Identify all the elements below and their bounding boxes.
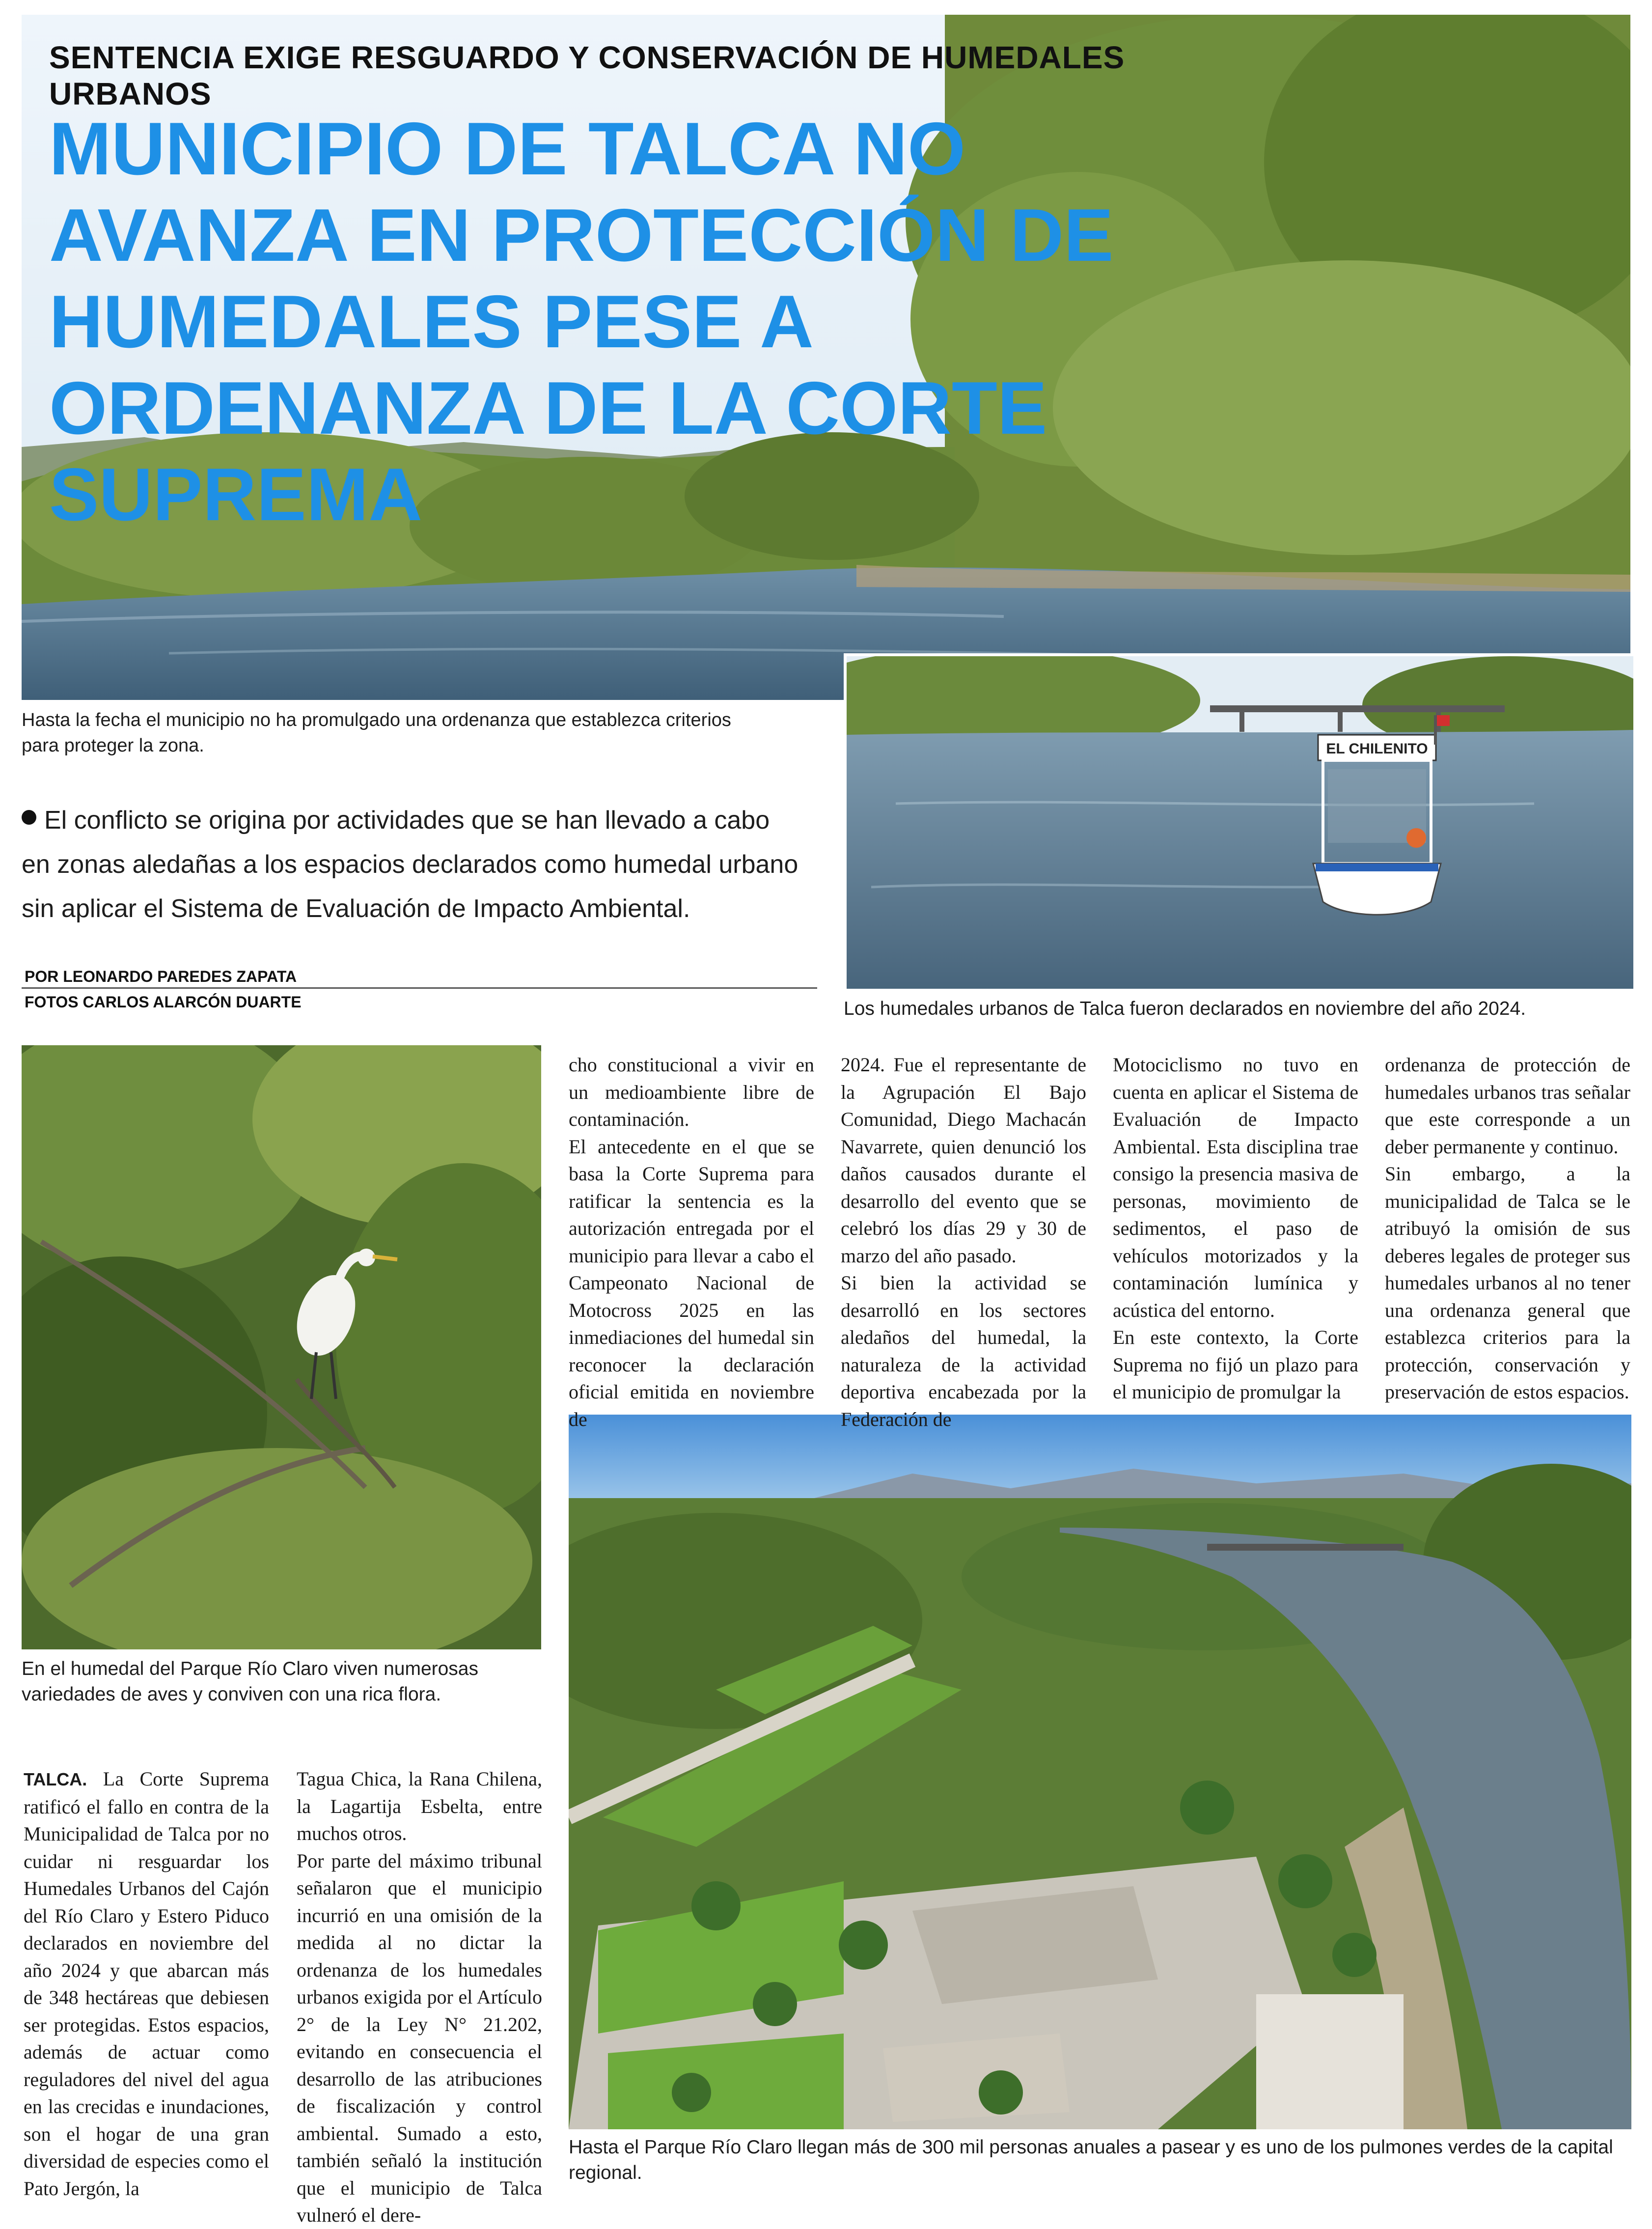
body-paragraph: Si bien la actividad se desarrolló en los sectores aledaños del humedal, la naturaleza de la actividad deportiva encabezada por la Federación de: [841, 1272, 1086, 1430]
boat-photo: [844, 653, 1633, 989]
body-column-4: [841, 1051, 1086, 1433]
body-column-2: [297, 1765, 542, 2229]
park-caption: Hasta el Parque Río Claro llegan más de 300 mil personas anuales a pasear y es uno de los pulmones verdes de la capital regional.: [569, 2137, 1613, 2183]
body-paragraph: En este contexto, la Corte Suprema no fijó un plazo para el municipio de promulgar la: [1113, 1326, 1358, 1403]
headline: MUNICIPIO DE TALCA NO AVANZA EN PROTECCIÓN DE HUMEDALES PESE A ORDENANZA DE LA CORTE SUPREMA: [49, 107, 1114, 536]
body-paragraph: 2024. Fue el representante de la Agrupación El Bajo Comunidad, Diego Machacán Navarrete, quien denunció los daños causados durante el desarrollo del evento que se celebró los días 29 y 30 de marzo del año pasado.: [841, 1054, 1086, 1267]
body-paragraph: Tagua Chica, la Rana Chilena, la Lagartija Esbelta, entre muchos otros.: [297, 1768, 542, 1844]
body-column-3: [569, 1051, 814, 1433]
byline-photos: FOTOS CARLOS ALARCÓN DUARTE: [25, 993, 302, 1011]
byline-author: POR LEONARDO PAREDES ZAPATA: [25, 968, 297, 985]
byline-divider: [22, 987, 817, 989]
body-paragraph: [24, 1765, 269, 2202]
bird-photo: [22, 1045, 541, 1649]
lead-summary: [22, 798, 802, 931]
kicker: SENTENCIA EXIGE RESGUARDO Y CONSERVACIÓN DE HUMEDALES URBANOS: [49, 40, 1125, 111]
body-column-1: [24, 1765, 269, 2202]
body-paragraph: Sin embargo, a la municipalidad de Talca se le atribuyó la omisión de sus deberes legales de proteger sus humedales urbanos al no tener una ordenanza general que establezca criterios para la protección, conservación y preservación de estos espacios.: [1385, 1163, 1630, 1403]
body-paragraph: Motociclismo no tuvo en cuenta en aplicar el Sistema de Evaluación de Impacto Ambiental. Esta disciplina trae consigo la presencia masiva de personas, movimiento de sedimentos, el paso de vehículos motorizados y la contaminación lumínica y acústica del entorno.: [1113, 1054, 1358, 1321]
body-text: La Corte Suprema ratificó el fallo en contra de la Municipalidad de Talca por no cuidar ni resguardar los Humedales Urbanos del Cajón del Río Claro y Estero Piduco declarados en noviembre del año 2024 y que abarcan más de 348 hectáreas que debiesen ser protegidas. Estos espacios, además de actuar como reguladores del nivel del agua en las crecidas e inundaciones, son el hogar de una gran diversidad de especies como el Pato Jergón, la: [24, 1768, 269, 2200]
body-paragraph: Por parte del máximo tribunal señalaron que el municipio incurrió en una omisión de la medida al no dictar la ordenanza de los humedales urbanos exigida por el Artículo 2° de la Ley N° 21.202, evitando en consecuencia el desarrollo de las atribuciones de fiscalización y control ambiental. Sumado a esto, también señaló la institución que el municipio de Talca vulneró el dere-: [297, 1849, 542, 2226]
hero-caption: Hasta la fecha el municipio no ha promulgado una ordenanza que establezca criterios para proteger la zona.: [22, 710, 731, 756]
body-column-5: [1113, 1051, 1358, 1406]
dateline: TALCA.: [24, 1769, 87, 1789]
bullet-icon: [22, 810, 36, 825]
body-column-6: [1385, 1051, 1630, 1406]
body-paragraph: ordenanza de protección de humedales urbanos tras señalar que este corresponde a un deber permanente y continuo.: [1385, 1054, 1630, 1158]
body-paragraph: cho constitucional a vivir en un medioambiente libre de contaminación.: [569, 1054, 814, 1130]
boat-caption: Los humedales urbanos de Talca fueron declarados en noviembre del año 2024.: [844, 998, 1526, 1019]
bird-caption: En el humedal del Parque Río Claro viven numerosas variedades de aves y conviven con una rica flora.: [22, 1658, 479, 1705]
body-paragraph: El antecedente en el que se basa la Corte Suprema para ratificar la sentencia es la autorización entregada por el municipio para llevar a cabo el Campeonato Nacional de Motocross 2025 en las inmediaciones del humedal sin reconocer la declaración oficial emitida en noviembre de: [569, 1135, 814, 1430]
boat-sign: EL CHILENITO: [1326, 741, 1428, 757]
lead-text: El conflicto se origina por actividades que se han llevado a cabo en zonas aledañas a los espacios declarados como humedal urbano sin aplicar el Sistema de Evaluación de Impacto Ambiental.: [22, 806, 798, 923]
park-photo: [569, 1415, 1631, 2129]
